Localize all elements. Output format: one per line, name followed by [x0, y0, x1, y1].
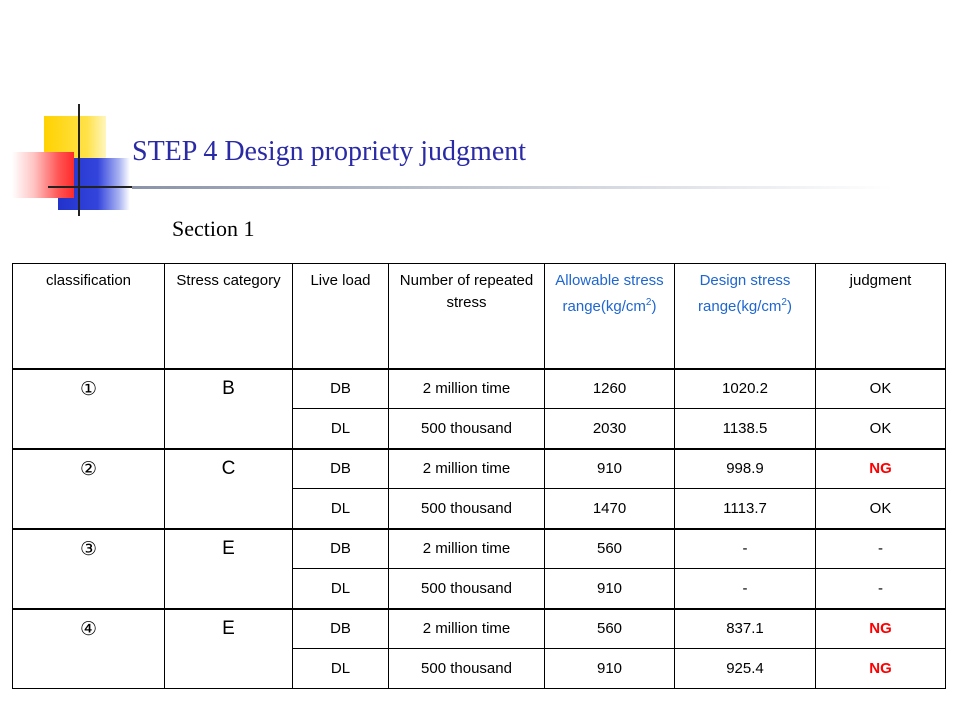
- judgment-table: [12, 263, 946, 689]
- repeated-stress-cell: 2 million time: [389, 449, 545, 489]
- logo-red-square: [12, 152, 74, 198]
- repeated-stress-cell: 500 thousand: [389, 569, 545, 609]
- judgment-cell: -: [816, 569, 946, 609]
- classification-cell: ②: [13, 449, 165, 529]
- judgment-cell: OK: [816, 369, 946, 409]
- logo-horizontal-line: [48, 186, 132, 188]
- header-repeated-stress: Number of repeated stress: [389, 264, 545, 369]
- live-load-cell: DL: [293, 409, 389, 449]
- allowable-stress-cell: 560: [545, 529, 675, 569]
- judgment-cell: NG: [816, 649, 946, 689]
- allowable-stress-cell: 1260: [545, 369, 675, 409]
- repeated-stress-cell: 500 thousand: [389, 649, 545, 689]
- live-load-cell: DB: [293, 449, 389, 489]
- header-design-stress: [675, 264, 816, 369]
- repeated-stress-cell: 500 thousand: [389, 489, 545, 529]
- design-stress-cell: 1113.7: [675, 489, 816, 529]
- live-load-cell: DB: [293, 529, 389, 569]
- live-load-cell: DB: [293, 369, 389, 409]
- live-load-cell: DL: [293, 649, 389, 689]
- repeated-stress-cell: 2 million time: [389, 529, 545, 569]
- header-allowable-stress: [545, 264, 675, 369]
- stress-category-cell: B: [165, 369, 293, 449]
- repeated-stress-cell: 2 million time: [389, 609, 545, 649]
- header-design-text: Design stress range(kg/cm: [698, 272, 791, 315]
- design-stress-cell: 1020.2: [675, 369, 816, 409]
- repeated-stress-cell: 500 thousand: [389, 409, 545, 449]
- judgment-cell: OK: [816, 489, 946, 529]
- header-live-load: Live load: [293, 264, 389, 369]
- header-design-sup: 2: [781, 297, 787, 308]
- classification-cell: ①: [13, 369, 165, 449]
- stress-category-cell: E: [165, 529, 293, 609]
- header-judgment: judgment: [816, 264, 946, 369]
- classification-cell: ④: [13, 609, 165, 689]
- live-load-cell: DL: [293, 569, 389, 609]
- classification-cell: ③: [13, 529, 165, 609]
- design-stress-cell: 1138.5: [675, 409, 816, 449]
- live-load-cell: DL: [293, 489, 389, 529]
- title-underline: [132, 186, 892, 189]
- slide-title: STEP 4 Design propriety judgment: [132, 136, 527, 167]
- table-row: [13, 369, 946, 409]
- stress-category-cell: E: [165, 609, 293, 689]
- table-header-row: [13, 264, 946, 369]
- judgment-cell: NG: [816, 609, 946, 649]
- section-label: Section 1: [172, 216, 255, 241]
- judgment-cell: OK: [816, 409, 946, 449]
- logo-vertical-line: [78, 104, 80, 216]
- header-stress-category: Stress category: [165, 264, 293, 369]
- design-stress-cell: 998.9: [675, 449, 816, 489]
- judgment-cell: -: [816, 529, 946, 569]
- allowable-stress-cell: 1470: [545, 489, 675, 529]
- judgment-cell: NG: [816, 449, 946, 489]
- table-row: [13, 449, 946, 489]
- allowable-stress-cell: 910: [545, 649, 675, 689]
- design-stress-cell: 837.1: [675, 609, 816, 649]
- logo-decoration: [0, 0, 140, 220]
- live-load-cell: DB: [293, 609, 389, 649]
- header-allowable-sup: 2: [645, 297, 652, 308]
- stress-category-cell: C: [165, 449, 293, 529]
- design-stress-cell: -: [675, 569, 816, 609]
- allowable-stress-cell: 560: [545, 609, 675, 649]
- table-row: [13, 609, 946, 649]
- allowable-stress-cell: 2030: [545, 409, 675, 449]
- header-design-close: ): [786, 298, 792, 315]
- allowable-stress-cell: 910: [545, 449, 675, 489]
- table-row: [13, 529, 946, 569]
- header-allowable-text: Allowable stress range(kg/cm: [555, 272, 664, 315]
- header-classification: classification: [13, 264, 165, 369]
- design-stress-cell: -: [675, 529, 816, 569]
- allowable-stress-cell: 910: [545, 569, 675, 609]
- design-stress-cell: 925.4: [675, 649, 816, 689]
- repeated-stress-cell: 2 million time: [389, 369, 545, 409]
- header-allowable-close: ): [651, 298, 657, 315]
